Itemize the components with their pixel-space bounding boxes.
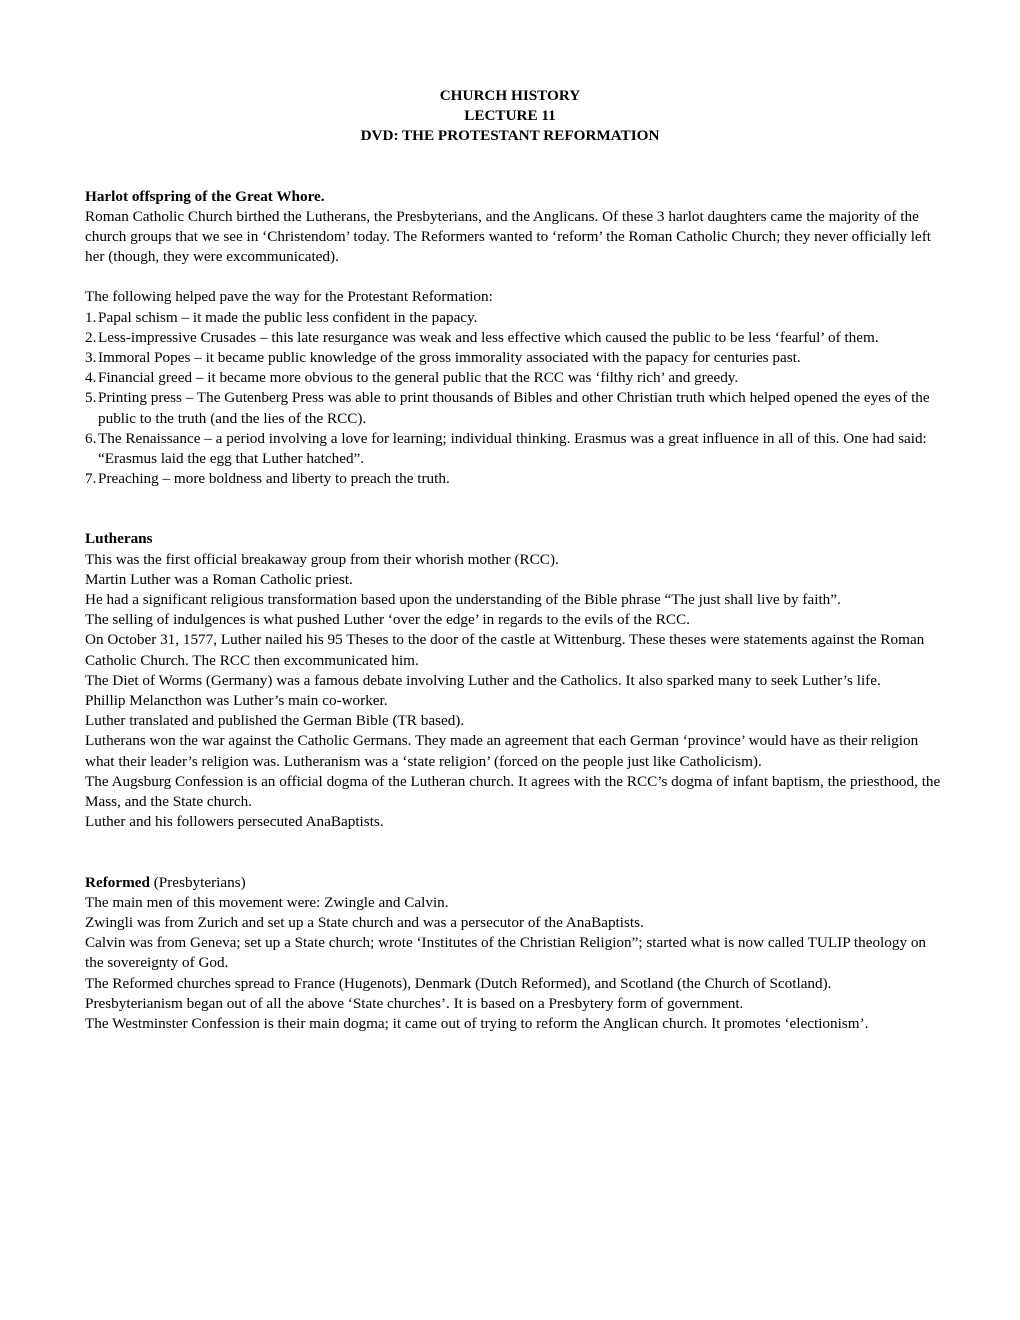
section-causes — [85, 287, 945, 489]
list-item-number: 3. — [85, 349, 97, 367]
paragraph-line: The Reformed churches spread to France (Hugenots), Denmark (Dutch Reformed), and Scotland (the Church of Scotland). — [85, 974, 832, 992]
list-item-text: The Renaissance – a period involving a love for learning; individual thinking. Erasmus was a great influence in all of this. One had said: “Erasmus laid the egg that Luther hatched”. — [98, 429, 927, 468]
paragraph-line: Martin Luther was a Roman Catholic priest. — [85, 570, 353, 588]
course-title: CHURCH HISTORY — [439, 87, 581, 104]
list-item — [85, 328, 945, 348]
lecture-number: LECTURE 11 — [464, 107, 556, 125]
list-item-text: Immoral Popes – it became public knowledge of the gross immorality associated with the papacy for centuries past. — [98, 349, 801, 367]
paragraph-line: The selling of indulgences is what pushed Luther ‘over the edge’ in regards to the evils of the RCC. — [85, 611, 690, 629]
section-heading-lutherans: Lutherans — [85, 530, 153, 548]
list-item-number: 5. — [85, 389, 97, 407]
paragraph-line: Presbyterianism began out of all the above ‘State churches’. It is based on a Presbytery form of government. — [85, 994, 744, 1012]
document-header — [85, 86, 935, 147]
list-item — [85, 388, 945, 428]
list-item-text: Printing press – The Gutenberg Press was able to print thousands of Bibles and other Christian truth which helped opened the eyes of the public to the truth (and the lies of the RCC). — [98, 389, 930, 427]
list-item-text: Papal schism – it made the public less confident in the papacy. — [98, 308, 478, 326]
list-item-text: Less-impressive Crusades – this late resurgance was weak and less effective which caused the public to be less ‘fearful’ of them. — [98, 328, 879, 346]
paragraph-line: The Westminster Confession is their main dogma; it came out of trying to reform the Anglican church. It promotes ‘electionism’. — [85, 1014, 869, 1032]
paragraph-line: The Augsburg Confession is an official dogma of the Lutheran church. It agrees with the RCC’s dogma of infant baptism, the priesthood, the Mass, and the State church. — [85, 772, 941, 811]
paragraph-line: The main men of this movement were: Zwingle and Calvin. — [85, 893, 449, 911]
paragraph-line: The Diet of Worms (Germany) was a famous debate involving Luther and the Catholics. It also sparked many to seek Luther’s life. — [85, 671, 881, 689]
paragraph-line: Luther translated and published the German Bible (TR based). — [85, 712, 465, 730]
list-item-number: 2. — [85, 328, 97, 346]
list-item-number: 7. — [85, 470, 97, 488]
list-item — [85, 368, 945, 388]
section-lutherans — [85, 529, 945, 832]
paragraph-line: Zwingli was from Zurich and set up a State church and was a persecutor of the AnaBaptists. — [85, 913, 644, 931]
document-page — [85, 86, 945, 1034]
list-item-number: 4. — [85, 369, 97, 387]
list-item-text: Preaching – more boldness and liberty to preach the truth. — [98, 470, 450, 488]
list-item-number: 6. — [85, 429, 97, 447]
list-item-text: Financial greed – it became more obvious to the general public that the RCC was ‘filthy rich’ and greedy. — [98, 369, 739, 387]
section-paragraph-harlot: Roman Catholic Church birthed the Lutherans, the Presbyterians, and the Anglicans. Of these 3 harlot daughters came the majority of the church groups that we see in ‘Christendom’ today. The Reformers wanted to ‘reform’ the Roman Catholic Church; they never officially left her (though, they were excommunicated). — [85, 207, 932, 266]
lecture-title: DVD: THE PROTESTANT REFORMATION — [360, 127, 660, 145]
list-item — [85, 308, 945, 328]
causes-list — [85, 308, 945, 490]
section-heading-harlot: Harlot offspring of the Great Whore. — [85, 187, 325, 205]
paragraph-line: This was the first official breakaway group from their whorish mother (RCC). — [85, 550, 559, 568]
section-heading-reformed-suffix: (Presbyterians) — [149, 873, 246, 891]
section-heading-reformed-bold: Reformed — [85, 873, 150, 891]
section-reformed — [85, 873, 945, 1035]
list-item — [85, 429, 945, 469]
paragraph-line: On October 31, 1577, Luther nailed his 95 Theses to the door of the castle at Wittenburg. These theses were statements against the Roman Catholic Church. The RCC then excommunicated him. — [85, 631, 925, 669]
section-harlot — [85, 187, 945, 268]
paragraph-line: Luther and his followers persecuted AnaBaptists. — [85, 813, 384, 831]
list-item — [85, 469, 945, 489]
paragraph-line: He had a significant religious transformation based upon the understanding of the Bible phrase “The just shall live by faith”. — [85, 591, 841, 609]
section-heading-reformed — [85, 873, 945, 893]
paragraph-line: Calvin was from Geneva; set up a State church; wrote ‘Institutes of the Christian Religion”; started what is now called TULIP theology on the sovereignty of God. — [85, 934, 927, 972]
list-item-number: 1. — [85, 308, 97, 326]
paragraph-line: Phillip Melancthon was Luther’s main co-worker. — [85, 692, 388, 710]
paragraph-line: Lutherans won the war against the Catholic Germans. They made an agreement that each German ‘province’ would have as their religion what their leader’s religion was. Lutheranism was a ‘state religion’ (forced on the people just like Catholicism). — [85, 732, 919, 770]
list-item — [85, 348, 945, 368]
causes-intro: The following helped pave the way for the Protestant Reformation: — [85, 288, 493, 306]
